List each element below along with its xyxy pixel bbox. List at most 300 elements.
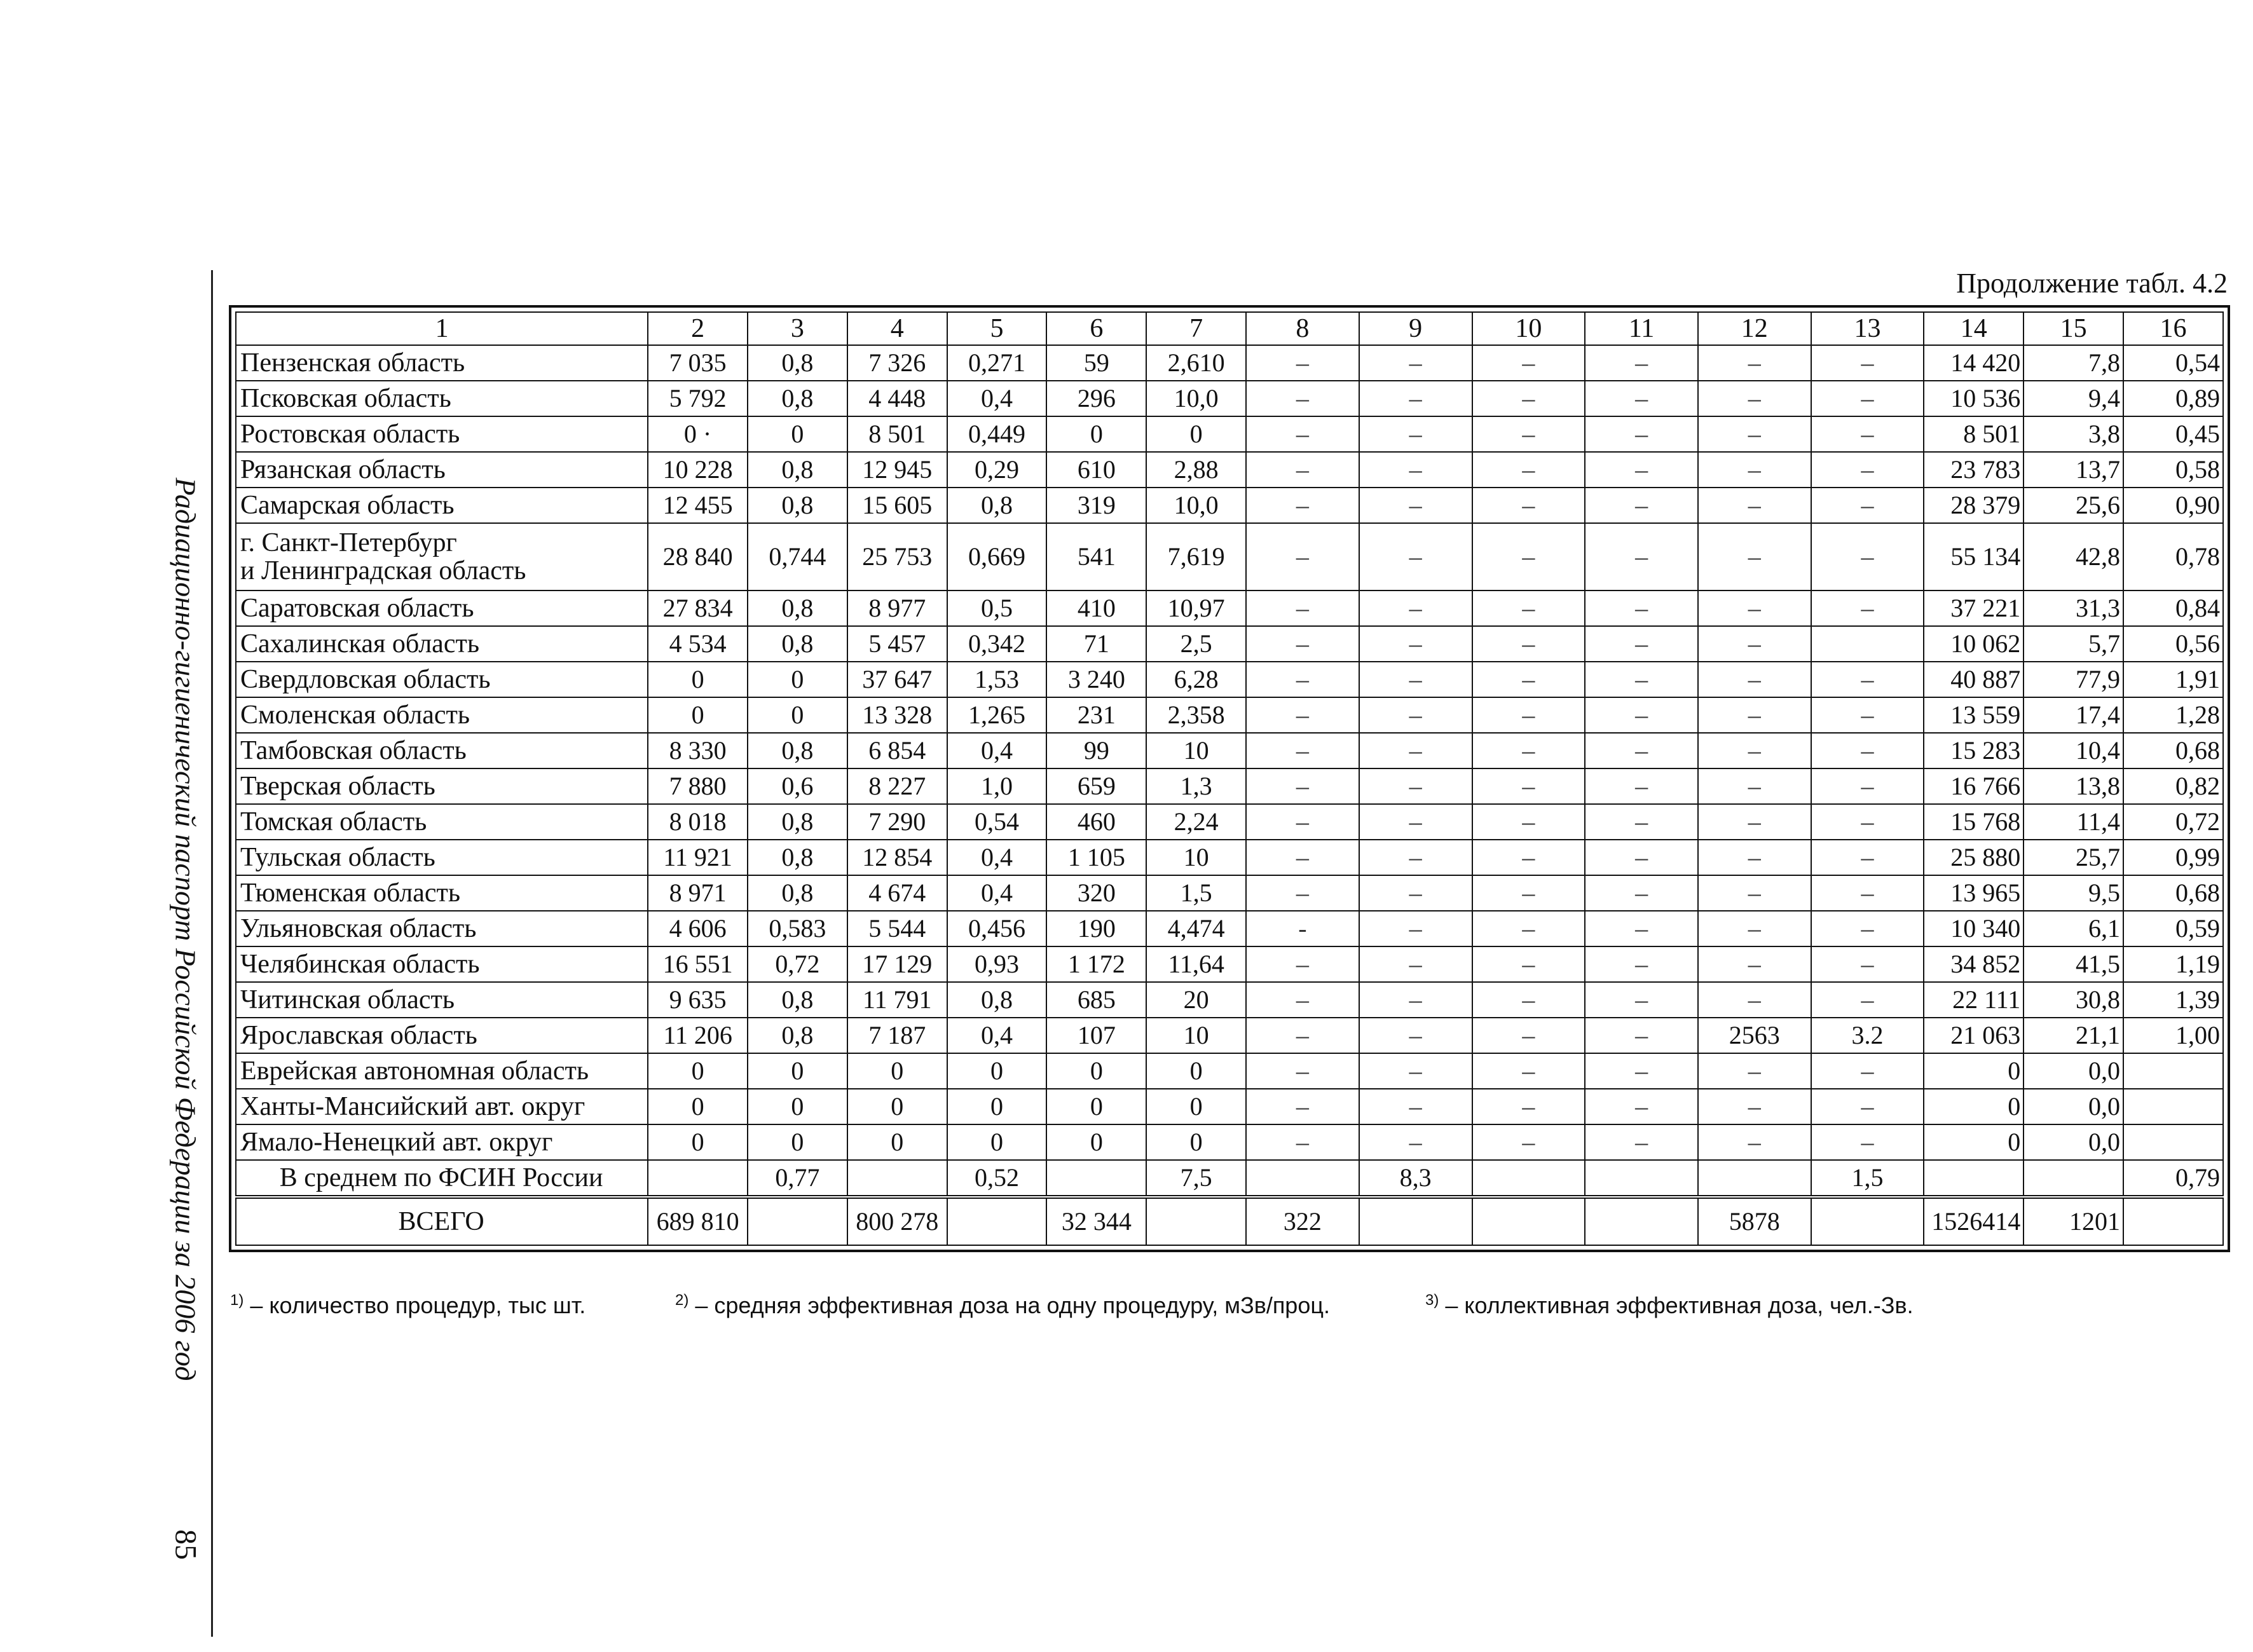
value-cell: 0 bbox=[1146, 1124, 1246, 1160]
region-name-cell bbox=[236, 381, 648, 416]
value-cell: 0,5 bbox=[947, 590, 1047, 626]
value-cell: 1,0 bbox=[947, 768, 1047, 804]
table-row bbox=[236, 1089, 2223, 1124]
value-cell: 12 945 bbox=[847, 452, 947, 488]
value-cell: 1526414 bbox=[1924, 1197, 2024, 1245]
region-name: Ямало-Ненецкий авт. округ bbox=[240, 1127, 553, 1157]
value-cell: 231 bbox=[1046, 697, 1146, 733]
value-cell: – bbox=[1811, 1053, 1924, 1089]
footnote-text: – коллективная эффективная доза, чел.-Зв. bbox=[1445, 1292, 1914, 1318]
region-name: Ханты-Мансийский авт. округ bbox=[240, 1091, 586, 1121]
value-cell: – bbox=[1811, 911, 1924, 946]
value-cell: 0 bbox=[748, 662, 847, 697]
value-cell: – bbox=[1472, 733, 1585, 768]
value-cell: 0 bbox=[1924, 1089, 2024, 1124]
value-cell: – bbox=[1359, 1053, 1472, 1089]
value-cell: – bbox=[1698, 381, 1811, 416]
region-name-cell bbox=[236, 733, 648, 768]
region-name: Читинская область bbox=[240, 985, 455, 1014]
value-cell: 0 bbox=[1046, 1089, 1146, 1124]
region-name-cell bbox=[236, 946, 648, 982]
column-header: 1 bbox=[236, 312, 648, 345]
column-header: 10 bbox=[1472, 312, 1585, 345]
value-cell: – bbox=[1585, 982, 1698, 1018]
column-header: 15 bbox=[2024, 312, 2123, 345]
value-cell: 21,1 bbox=[2024, 1018, 2123, 1053]
value-cell: – bbox=[1359, 840, 1472, 875]
value-cell: – bbox=[1246, 381, 1359, 416]
value-cell: – bbox=[1585, 590, 1698, 626]
value-cell: – bbox=[1811, 523, 1924, 590]
value-cell: 12 854 bbox=[847, 840, 947, 875]
table-row bbox=[236, 452, 2223, 488]
value-cell: 3,8 bbox=[2024, 416, 2123, 452]
value-cell: 7,8 bbox=[2024, 345, 2123, 381]
value-cell: – bbox=[1811, 946, 1924, 982]
table-row bbox=[236, 662, 2223, 697]
value-cell: 659 bbox=[1046, 768, 1146, 804]
value-cell: 34 852 bbox=[1924, 946, 2024, 982]
value-cell: – bbox=[1585, 1053, 1698, 1089]
value-cell: 11,64 bbox=[1146, 946, 1246, 982]
value-cell: 0 bbox=[748, 1053, 847, 1089]
table-row bbox=[236, 1160, 2223, 1197]
value-cell: – bbox=[1585, 381, 1698, 416]
value-cell: 28 379 bbox=[1924, 488, 2024, 523]
value-cell: – bbox=[1585, 416, 1698, 452]
value-cell: – bbox=[1585, 733, 1698, 768]
footnote-3 bbox=[1425, 1292, 1914, 1319]
value-cell: – bbox=[1472, 626, 1585, 662]
value-cell: 7 326 bbox=[847, 345, 947, 381]
value-cell: – bbox=[1811, 875, 1924, 911]
value-cell: – bbox=[1359, 381, 1472, 416]
value-cell bbox=[1246, 1160, 1359, 1197]
value-cell: 0 bbox=[947, 1124, 1047, 1160]
value-cell: 0,84 bbox=[2123, 590, 2223, 626]
value-cell: 0 bbox=[1146, 416, 1246, 452]
column-header: 12 bbox=[1698, 312, 1811, 345]
value-cell: 28 840 bbox=[648, 523, 748, 590]
value-cell: – bbox=[1811, 452, 1924, 488]
value-cell bbox=[1472, 1197, 1585, 1245]
value-cell: – bbox=[1811, 488, 1924, 523]
value-cell: – bbox=[1811, 1089, 1924, 1124]
value-cell: – bbox=[1246, 626, 1359, 662]
value-cell: – bbox=[1472, 1089, 1585, 1124]
column-header: 16 bbox=[2123, 312, 2223, 345]
value-cell bbox=[1811, 1197, 1924, 1245]
value-cell: – bbox=[1246, 452, 1359, 488]
value-cell: 0 bbox=[648, 697, 748, 733]
value-cell: 0,77 bbox=[748, 1160, 847, 1197]
table-row bbox=[236, 911, 2223, 946]
value-cell: – bbox=[1472, 982, 1585, 1018]
value-cell: 0 bbox=[847, 1089, 947, 1124]
value-cell: 17,4 bbox=[2024, 697, 2123, 733]
value-cell: 2,88 bbox=[1146, 452, 1246, 488]
value-cell: 296 bbox=[1046, 381, 1146, 416]
value-cell: 0,79 bbox=[2123, 1160, 2223, 1197]
value-cell: 9,5 bbox=[2024, 875, 2123, 911]
value-cell: 1 172 bbox=[1046, 946, 1146, 982]
region-name: Еврейская автономная область bbox=[240, 1056, 589, 1086]
value-cell: 0,0 bbox=[2024, 1124, 2123, 1160]
value-cell bbox=[1472, 1160, 1585, 1197]
value-cell: – bbox=[1811, 982, 1924, 1018]
value-cell: 0,68 bbox=[2123, 733, 2223, 768]
value-cell: – bbox=[1698, 1053, 1811, 1089]
region-name-cell bbox=[236, 662, 648, 697]
value-cell: 0,59 bbox=[2123, 911, 2223, 946]
side-running-title: Радиационно-гигиенический паспорт Российской Федерации за 2006 год bbox=[169, 477, 202, 1381]
value-cell: – bbox=[1246, 1089, 1359, 1124]
value-cell: – bbox=[1472, 768, 1585, 804]
value-cell: 0,8 bbox=[748, 840, 847, 875]
value-cell: 7,5 bbox=[1146, 1160, 1246, 1197]
value-cell: 1,28 bbox=[2123, 697, 2223, 733]
value-cell bbox=[1585, 1197, 1698, 1245]
region-name: г. Санкт-Петербург bbox=[240, 528, 457, 557]
value-cell: 71 bbox=[1046, 626, 1146, 662]
value-cell: 6,1 bbox=[2024, 911, 2123, 946]
value-cell: – bbox=[1359, 768, 1472, 804]
value-cell: 2,610 bbox=[1146, 345, 1246, 381]
value-cell: 8 971 bbox=[648, 875, 748, 911]
value-cell: 0 bbox=[947, 1089, 1047, 1124]
value-cell: 9 635 bbox=[648, 982, 748, 1018]
value-cell: 1,53 bbox=[947, 662, 1047, 697]
value-cell: 0 bbox=[1924, 1053, 2024, 1089]
value-cell: 610 bbox=[1046, 452, 1146, 488]
value-cell: – bbox=[1811, 416, 1924, 452]
value-cell: – bbox=[1698, 1089, 1811, 1124]
value-cell: 8 977 bbox=[847, 590, 947, 626]
region-name: Тверская область bbox=[240, 771, 435, 801]
value-cell: – bbox=[1698, 662, 1811, 697]
value-cell: 0,271 bbox=[947, 345, 1047, 381]
region-name: Томская область bbox=[240, 807, 427, 836]
value-cell: 0,8 bbox=[748, 452, 847, 488]
value-cell: – bbox=[1246, 875, 1359, 911]
value-cell: 0,8 bbox=[748, 804, 847, 840]
column-header: 9 bbox=[1359, 312, 1472, 345]
table-row bbox=[236, 946, 2223, 982]
value-cell bbox=[2123, 1197, 2223, 1245]
value-cell: – bbox=[1472, 697, 1585, 733]
region-name-cell bbox=[236, 626, 648, 662]
value-cell: – bbox=[1698, 875, 1811, 911]
region-name-cell bbox=[236, 416, 648, 452]
value-cell: 0,58 bbox=[2123, 452, 2223, 488]
value-cell: 11 791 bbox=[847, 982, 947, 1018]
footnote-1 bbox=[230, 1292, 586, 1319]
value-cell: 3 240 bbox=[1046, 662, 1146, 697]
value-cell: – bbox=[1585, 840, 1698, 875]
value-cell: 0 bbox=[748, 1089, 847, 1124]
value-cell: – bbox=[1811, 345, 1924, 381]
value-cell: – bbox=[1585, 875, 1698, 911]
value-cell: 2,5 bbox=[1146, 626, 1246, 662]
value-cell: 5878 bbox=[1698, 1197, 1811, 1245]
value-cell: 0 bbox=[748, 697, 847, 733]
region-name-cell bbox=[236, 345, 648, 381]
value-cell: 0,29 bbox=[947, 452, 1047, 488]
value-cell: 13,7 bbox=[2024, 452, 2123, 488]
value-cell: – bbox=[1811, 768, 1924, 804]
value-cell: – bbox=[1359, 1124, 1472, 1160]
value-cell bbox=[1924, 1160, 2024, 1197]
region-name: Саратовская область bbox=[240, 593, 474, 623]
value-cell: 7 290 bbox=[847, 804, 947, 840]
value-cell: 10 340 bbox=[1924, 911, 2024, 946]
value-cell: 8 227 bbox=[847, 768, 947, 804]
value-cell: – bbox=[1585, 452, 1698, 488]
value-cell: 460 bbox=[1046, 804, 1146, 840]
table-row bbox=[236, 1124, 2223, 1160]
data-table bbox=[235, 311, 2224, 1246]
value-cell: 0 bbox=[648, 1124, 748, 1160]
value-cell: – bbox=[1698, 416, 1811, 452]
value-cell: 0,4 bbox=[947, 381, 1047, 416]
region-name: Псковская область bbox=[240, 383, 451, 413]
page-number: 85 bbox=[168, 1529, 203, 1560]
value-cell: 0 bbox=[1146, 1053, 1246, 1089]
value-cell: 10,4 bbox=[2024, 733, 2123, 768]
value-cell: 13,8 bbox=[2024, 768, 2123, 804]
value-cell: – bbox=[1246, 1053, 1359, 1089]
value-cell: 10 228 bbox=[648, 452, 748, 488]
value-cell: 0,68 bbox=[2123, 875, 2223, 911]
value-cell: – bbox=[1585, 804, 1698, 840]
value-cell: 1,19 bbox=[2123, 946, 2223, 982]
table-row bbox=[236, 381, 2223, 416]
value-cell: 0,583 bbox=[748, 911, 847, 946]
value-cell: – bbox=[1585, 1018, 1698, 1053]
value-cell: – bbox=[1359, 1018, 1472, 1053]
value-cell: – bbox=[1472, 662, 1585, 697]
value-cell: – bbox=[1698, 452, 1811, 488]
value-cell: – bbox=[1472, 590, 1585, 626]
value-cell: – bbox=[1698, 840, 1811, 875]
value-cell: 0,78 bbox=[2123, 523, 2223, 590]
value-cell: 0 bbox=[1146, 1089, 1246, 1124]
value-cell: – bbox=[1359, 733, 1472, 768]
value-cell: 0,82 bbox=[2123, 768, 2223, 804]
footnote-mark: 2) bbox=[675, 1292, 689, 1309]
value-cell: – bbox=[1472, 840, 1585, 875]
value-cell: – bbox=[1472, 416, 1585, 452]
value-cell: 0 bbox=[847, 1124, 947, 1160]
table-row bbox=[236, 345, 2223, 381]
value-cell: – bbox=[1585, 768, 1698, 804]
value-cell bbox=[2024, 1160, 2123, 1197]
value-cell bbox=[748, 1197, 847, 1245]
column-header: 7 bbox=[1146, 312, 1246, 345]
footnotes bbox=[230, 1292, 2226, 1330]
value-cell bbox=[2123, 1124, 2223, 1160]
value-cell: 11 921 bbox=[648, 840, 748, 875]
table-row bbox=[236, 1197, 2223, 1245]
table-row bbox=[236, 416, 2223, 452]
value-cell: 3.2 bbox=[1811, 1018, 1924, 1053]
value-cell: – bbox=[1472, 452, 1585, 488]
value-cell: – bbox=[1246, 697, 1359, 733]
value-cell: 7,619 bbox=[1146, 523, 1246, 590]
value-cell: 37 221 bbox=[1924, 590, 2024, 626]
region-name: Ульяновская область bbox=[240, 913, 477, 943]
value-cell: 17 129 bbox=[847, 946, 947, 982]
value-cell: 0 bbox=[648, 1089, 748, 1124]
region-name: Тюменская область bbox=[240, 878, 461, 908]
value-cell: – bbox=[1698, 733, 1811, 768]
value-cell: 15 605 bbox=[847, 488, 947, 523]
table-row bbox=[236, 697, 2223, 733]
value-cell: – bbox=[1698, 590, 1811, 626]
region-name-cell bbox=[236, 488, 648, 523]
value-cell: 0,8 bbox=[947, 982, 1047, 1018]
footnote-2 bbox=[675, 1292, 1330, 1319]
value-cell: 0,449 bbox=[947, 416, 1047, 452]
value-cell: 4 534 bbox=[648, 626, 748, 662]
value-cell: 13 559 bbox=[1924, 697, 2024, 733]
value-cell: 10 536 bbox=[1924, 381, 2024, 416]
value-cell: 13 328 bbox=[847, 697, 947, 733]
value-cell: 1,91 bbox=[2123, 662, 2223, 697]
value-cell: 0,4 bbox=[947, 840, 1047, 875]
column-header: 3 bbox=[748, 312, 847, 345]
value-cell: 0 bbox=[1046, 416, 1146, 452]
value-cell: – bbox=[1472, 804, 1585, 840]
region-name-cell bbox=[236, 1018, 648, 1053]
value-cell: – bbox=[1246, 1018, 1359, 1053]
value-cell: – bbox=[1359, 590, 1472, 626]
value-cell: 0,93 bbox=[947, 946, 1047, 982]
region-name-cell bbox=[236, 804, 648, 840]
value-cell: - bbox=[1246, 911, 1359, 946]
value-cell: – bbox=[1698, 911, 1811, 946]
value-cell: – bbox=[1811, 590, 1924, 626]
value-cell: 16 551 bbox=[648, 946, 748, 982]
value-cell: 4 448 bbox=[847, 381, 947, 416]
value-cell: 22 111 bbox=[1924, 982, 2024, 1018]
value-cell: – bbox=[1698, 1124, 1811, 1160]
value-cell: 21 063 bbox=[1924, 1018, 2024, 1053]
region-name-cell bbox=[236, 982, 648, 1018]
value-cell: 0,669 bbox=[947, 523, 1047, 590]
value-cell: 8 501 bbox=[847, 416, 947, 452]
region-name-cell bbox=[236, 1089, 648, 1124]
value-cell: 1,265 bbox=[947, 697, 1047, 733]
value-cell: – bbox=[1359, 345, 1472, 381]
value-cell: – bbox=[1472, 875, 1585, 911]
value-cell: – bbox=[1359, 982, 1472, 1018]
region-name: Тульская область bbox=[240, 842, 435, 872]
value-cell: 6,28 bbox=[1146, 662, 1246, 697]
value-cell: 25,6 bbox=[2024, 488, 2123, 523]
column-header: 13 bbox=[1811, 312, 1924, 345]
footnote-text: – средняя эффективная доза на одну процедуру, мЗв/проц. bbox=[695, 1292, 1330, 1318]
value-cell: – bbox=[1472, 911, 1585, 946]
value-cell: – bbox=[1472, 523, 1585, 590]
value-cell: 25,7 bbox=[2024, 840, 2123, 875]
value-cell: 7 880 bbox=[648, 768, 748, 804]
value-cell: 10,0 bbox=[1146, 381, 1246, 416]
value-cell: – bbox=[1811, 697, 1924, 733]
value-cell: – bbox=[1472, 1053, 1585, 1089]
value-cell: 7 035 bbox=[648, 345, 748, 381]
value-cell: 0 bbox=[748, 416, 847, 452]
value-cell: 0,6 bbox=[748, 768, 847, 804]
value-cell: – bbox=[1359, 452, 1472, 488]
value-cell: 12 455 bbox=[648, 488, 748, 523]
region-name-cell bbox=[236, 1197, 648, 1245]
region-name: Самарская область bbox=[240, 490, 455, 520]
region-name-cell bbox=[236, 1053, 648, 1089]
value-cell: – bbox=[1811, 733, 1924, 768]
value-cell: – bbox=[1472, 488, 1585, 523]
value-cell: 16 766 bbox=[1924, 768, 2024, 804]
value-cell: 10 bbox=[1146, 733, 1246, 768]
region-name: Сахалинская область bbox=[240, 629, 479, 659]
footnote-text: – количество процедур, тыс шт. bbox=[250, 1292, 586, 1318]
value-cell: 7 187 bbox=[847, 1018, 947, 1053]
value-cell: 0,8 bbox=[748, 626, 847, 662]
value-cell: 41,5 bbox=[2024, 946, 2123, 982]
value-cell: – bbox=[1698, 345, 1811, 381]
table-row bbox=[236, 590, 2223, 626]
value-cell bbox=[2123, 1089, 2223, 1124]
value-cell: 319 bbox=[1046, 488, 1146, 523]
value-cell: 59 bbox=[1046, 345, 1146, 381]
column-number-row bbox=[236, 312, 2223, 345]
value-cell: 5 544 bbox=[847, 911, 947, 946]
table-continuation-label: Продолжение табл. 4.2 bbox=[1956, 268, 2228, 299]
region-name-cell bbox=[236, 875, 648, 911]
value-cell: 0,8 bbox=[748, 488, 847, 523]
value-cell: 8 501 bbox=[1924, 416, 2024, 452]
value-cell: – bbox=[1585, 697, 1698, 733]
value-cell: – bbox=[1359, 488, 1472, 523]
table-row bbox=[236, 488, 2223, 523]
region-name: В среднем по ФСИН России bbox=[279, 1163, 603, 1192]
table-row bbox=[236, 733, 2223, 768]
value-cell bbox=[1146, 1197, 1246, 1245]
region-name-cell bbox=[236, 697, 648, 733]
region-name: Смоленская область bbox=[240, 700, 470, 730]
value-cell bbox=[2123, 1053, 2223, 1089]
value-cell: 25 880 bbox=[1924, 840, 2024, 875]
value-cell: 800 278 bbox=[847, 1197, 947, 1245]
page-spine-line bbox=[211, 270, 213, 1637]
value-cell: 1,3 bbox=[1146, 768, 1246, 804]
region-name-cell bbox=[236, 452, 648, 488]
value-cell: 4,474 bbox=[1146, 911, 1246, 946]
table-row bbox=[236, 804, 2223, 840]
value-cell: 10 bbox=[1146, 840, 1246, 875]
value-cell: 55 134 bbox=[1924, 523, 2024, 590]
value-cell: 1,5 bbox=[1146, 875, 1246, 911]
value-cell: – bbox=[1811, 804, 1924, 840]
value-cell: 0,8 bbox=[748, 733, 847, 768]
value-cell: – bbox=[1698, 982, 1811, 1018]
value-cell: 8 330 bbox=[648, 733, 748, 768]
value-cell: – bbox=[1585, 662, 1698, 697]
column-header: 6 bbox=[1046, 312, 1146, 345]
table-row bbox=[236, 840, 2223, 875]
value-cell: – bbox=[1585, 1124, 1698, 1160]
value-cell: 410 bbox=[1046, 590, 1146, 626]
